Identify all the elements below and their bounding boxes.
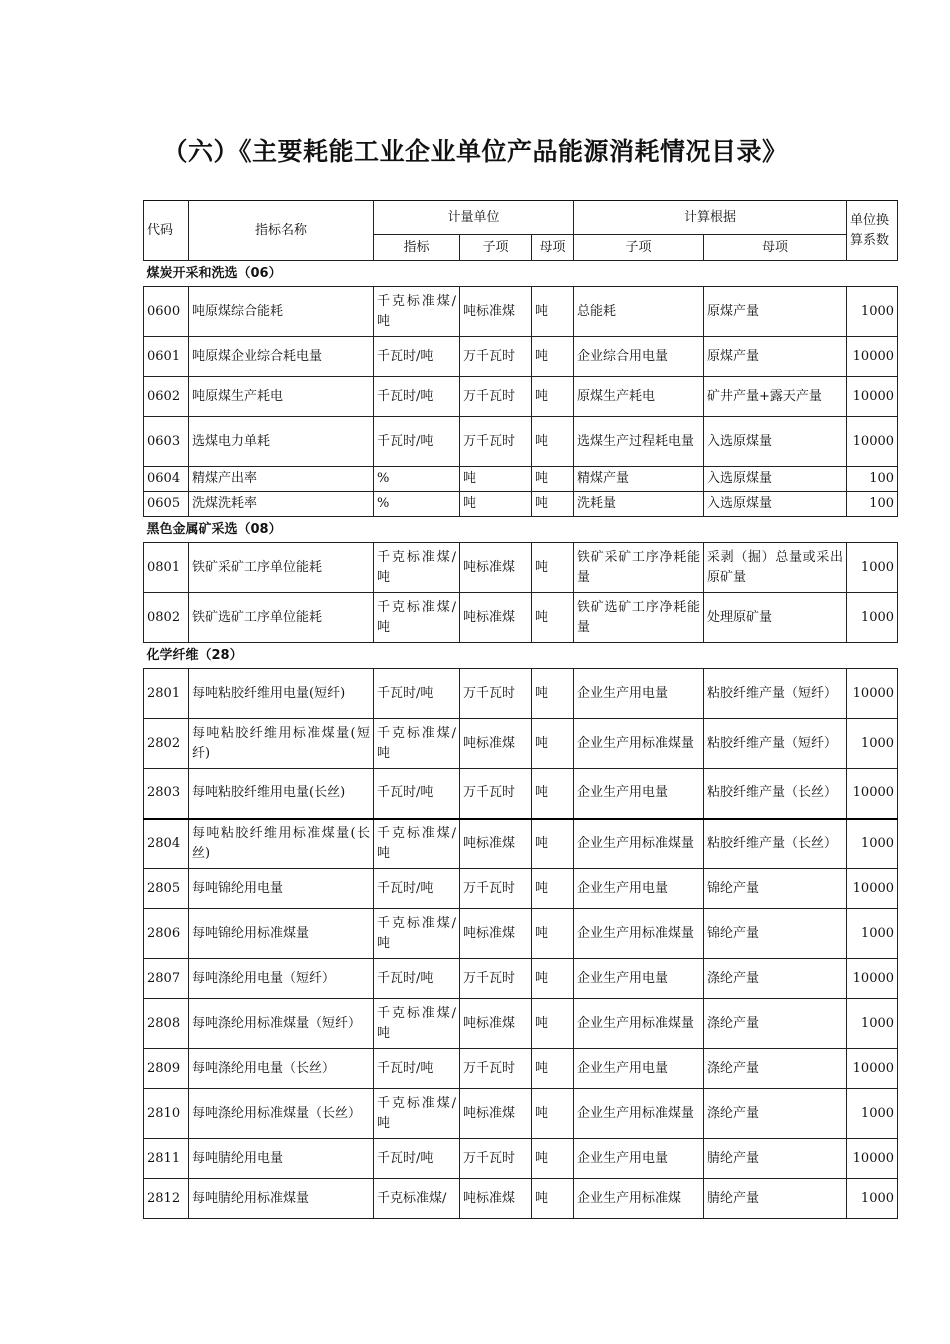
data-calc-sub: 企业生产用标准煤量 [574,999,704,1049]
data-parent-unit: 吨 [532,467,574,492]
data-calc-parent: 锦纶产量 [704,909,847,959]
data-coef: 10000 [847,417,898,467]
data-name-cell: 选煤电力单耗 [189,417,374,467]
section-title: 煤炭开采和洗选（06） [144,261,898,287]
data-coef: 1000 [847,999,898,1049]
data-calc-parent: 处理原矿量 [704,593,847,643]
data-code: 0605 [144,492,189,517]
data-calc-parent: 原煤产量 [704,337,847,377]
data-unit: % [374,492,460,517]
header-coef: 单位换算系数 [847,201,898,261]
data-code: 2811 [144,1139,189,1179]
data-calc-parent: 涤纶产量 [704,999,847,1049]
section-title: 化学纤维（28） [144,643,898,669]
data-name-cell: 铁矿采矿工序单位能耗 [189,543,374,593]
data-sub-unit: 万千瓦时 [460,417,532,467]
data-code: 2803 [144,769,189,819]
data-calc-sub: 企业生产用标准煤量 [574,1089,704,1139]
data-name-cell: 每吨粘胶纤维用标准煤量(短纤) [189,719,374,769]
header-unit-group: 计量单位 [374,201,574,235]
data-unit: 千克标准煤/吨 [374,287,460,337]
data-calc-sub: 选煤生产过程耗电量 [574,417,704,467]
header-name: 指标名称 [189,201,374,261]
data-code: 0801 [144,543,189,593]
data-code: 2807 [144,959,189,999]
data-parent-unit: 吨 [532,719,574,769]
data-calc-sub: 总能耗 [574,287,704,337]
table-row [144,869,898,909]
data-unit: 千克标准煤/吨 [374,1089,460,1139]
data-code: 2808 [144,999,189,1049]
data-parent-unit: 吨 [532,869,574,909]
data-sub-unit: 吨标准煤 [460,909,532,959]
table-row [144,959,898,999]
data-coef: 100 [847,492,898,517]
data-calc-parent: 采剥（掘）总量或采出原矿量 [704,543,847,593]
data-parent-unit: 吨 [532,819,574,869]
data-coef: 1000 [847,819,898,869]
data-parent-unit: 吨 [532,377,574,417]
data-calc-sub: 企业生产用电量 [574,669,704,719]
data-code: 2805 [144,869,189,909]
data-coef: 1000 [847,1089,898,1139]
data-code: 0604 [144,467,189,492]
table-row [144,999,898,1049]
data-name-cell: 每吨腈纶用电量 [189,1139,374,1179]
data-sub-unit: 万千瓦时 [460,869,532,909]
data-sub-unit: 万千瓦时 [460,959,532,999]
table-row [144,1049,898,1089]
data-coef: 1000 [847,1179,898,1219]
data-coef: 10000 [847,377,898,417]
data-name-cell: 每吨粘胶纤维用标准煤量(长丝) [189,819,374,869]
data-calc-sub: 企业生产用标准煤量 [574,719,704,769]
data-name-cell: 吨原煤生产耗电 [189,377,374,417]
data-calc-parent: 粘胶纤维产量（短纤） [704,719,847,769]
data-unit: 千瓦时/吨 [374,337,460,377]
data-sub-unit: 吨 [460,492,532,517]
table-row [144,669,898,719]
data-code: 2810 [144,1089,189,1139]
data-parent-unit: 吨 [532,1089,574,1139]
data-sub-unit: 吨标准煤 [460,287,532,337]
data-sub-unit: 吨标准煤 [460,543,532,593]
data-parent-unit: 吨 [532,417,574,467]
table-row [144,337,898,377]
data-coef: 10000 [847,959,898,999]
data-calc-sub: 铁矿采矿工序净耗能量 [574,543,704,593]
data-name-cell: 精煤产出率 [189,467,374,492]
data-sub-unit: 吨标准煤 [460,593,532,643]
data-unit: 千瓦时/吨 [374,377,460,417]
page-title: （六）《主要耗能工业企业单位产品能源消耗情况目录》 [162,137,788,166]
data-calc-sub: 企业生产用电量 [574,959,704,999]
data-calc-parent: 入选原煤量 [704,492,847,517]
data-calc-parent: 腈纶产量 [704,1139,847,1179]
data-name-cell: 每吨涤纶用电量（长丝） [189,1049,374,1089]
data-unit: 千克标准煤/吨 [374,909,460,959]
data-calc-parent: 涤纶产量 [704,1049,847,1089]
data-calc-parent: 腈纶产量 [704,1179,847,1219]
header-code: 代码 [144,201,189,261]
table-row [144,819,898,869]
data-code: 2802 [144,719,189,769]
data-name-cell: 每吨涤纶用标准煤量（长丝） [189,1089,374,1139]
data-name-cell: 每吨锦纶用电量 [189,869,374,909]
data-coef: 10000 [847,1139,898,1179]
data-unit: 千瓦时/吨 [374,769,460,819]
data-name-cell: 每吨粘胶纤维用电量(长丝) [189,769,374,819]
data-sub-unit: 吨标准煤 [460,819,532,869]
data-name-cell: 吨原煤企业综合耗电量 [189,337,374,377]
data-unit: % [374,467,460,492]
data-name-cell: 每吨锦纶用标准煤量 [189,909,374,959]
data-name-cell: 洗煤洗耗率 [189,492,374,517]
data-coef: 10000 [847,1049,898,1089]
data-coef: 1000 [847,909,898,959]
data-unit: 千克标准煤/吨 [374,543,460,593]
table-row [144,769,898,819]
data-code: 2812 [144,1179,189,1219]
data-unit: 千克标准煤/吨 [374,999,460,1049]
data-calc-parent: 涤纶产量 [704,959,847,999]
data-coef: 10000 [847,769,898,819]
data-coef: 1000 [847,543,898,593]
data-unit: 千瓦时/吨 [374,1139,460,1179]
section-header-row [144,517,898,543]
table-row [144,593,898,643]
data-code: 2806 [144,909,189,959]
data-parent-unit: 吨 [532,337,574,377]
table-row [144,1089,898,1139]
table-row [144,467,898,492]
data-code: 0802 [144,593,189,643]
table-row [144,719,898,769]
table-row [144,1179,898,1219]
data-parent-unit: 吨 [532,769,574,819]
data-unit: 千克标准煤/吨 [374,593,460,643]
data-code: 2804 [144,819,189,869]
data-calc-parent: 粘胶纤维产量（短纤） [704,669,847,719]
data-parent-unit: 吨 [532,1139,574,1179]
data-coef: 1000 [847,719,898,769]
data-name-cell: 每吨涤纶用标准煤量（短纤） [189,999,374,1049]
data-calc-sub: 企业生产用电量 [574,1049,704,1089]
data-parent-unit: 吨 [532,543,574,593]
data-parent-unit: 吨 [532,959,574,999]
table-row [144,417,898,467]
data-calc-sub: 企业生产用电量 [574,769,704,819]
data-calc-parent: 锦纶产量 [704,869,847,909]
data-calc-parent: 原煤产量 [704,287,847,337]
data-sub-unit: 万千瓦时 [460,1049,532,1089]
data-sub-unit: 万千瓦时 [460,769,532,819]
data-unit: 千克标准煤/吨 [374,719,460,769]
data-name-cell: 每吨粘胶纤维用电量(短纤) [189,669,374,719]
section-header-row [144,261,898,287]
data-parent-unit: 吨 [532,1179,574,1219]
data-sub-unit: 万千瓦时 [460,1139,532,1179]
data-calc-sub: 原煤生产耗电 [574,377,704,417]
data-calc-sub: 企业生产用标准煤量 [574,909,704,959]
data-calc-parent: 粘胶纤维产量（长丝） [704,769,847,819]
data-unit: 千瓦时/吨 [374,669,460,719]
data-coef: 1000 [847,287,898,337]
data-coef: 10000 [847,337,898,377]
section-title: 黑色金属矿采选（08） [144,517,898,543]
data-name-cell: 铁矿选矿工序单位能耗 [189,593,374,643]
data-parent-unit: 吨 [532,492,574,517]
data-code: 2801 [144,669,189,719]
data-name-cell: 每吨涤纶用电量（短纤） [189,959,374,999]
table-row [144,543,898,593]
data-calc-parent: 矿井产量+露天产量 [704,377,847,417]
data-calc-sub: 企业综合用电量 [574,337,704,377]
table-row [144,377,898,417]
data-sub-unit: 吨 [460,467,532,492]
energy-consumption-table [143,200,898,1219]
data-coef: 10000 [847,669,898,719]
data-unit: 千克标准煤/吨 [374,819,460,869]
header-calc-parent: 母项 [704,235,847,261]
data-unit: 千瓦时/吨 [374,417,460,467]
data-calc-sub: 精煤产量 [574,467,704,492]
data-sub-unit: 万千瓦时 [460,337,532,377]
data-code: 0603 [144,417,189,467]
header-calc-group: 计算根据 [574,201,847,235]
data-sub-unit: 万千瓦时 [460,377,532,417]
data-parent-unit: 吨 [532,593,574,643]
data-unit: 千克标准煤/ [374,1179,460,1219]
data-sub-unit: 吨标准煤 [460,719,532,769]
data-calc-sub: 洗耗量 [574,492,704,517]
data-parent-unit: 吨 [532,1049,574,1089]
data-sub-unit: 万千瓦时 [460,669,532,719]
data-parent-unit: 吨 [532,999,574,1049]
table-row [144,492,898,517]
data-calc-sub: 铁矿选矿工序净耗能量 [574,593,704,643]
data-code: 0601 [144,337,189,377]
data-calc-parent: 涤纶产量 [704,1089,847,1139]
header-unit-sub: 子项 [460,235,532,261]
data-calc-parent: 粘胶纤维产量（长丝） [704,819,847,869]
table-row [144,909,898,959]
table-row [144,287,898,337]
data-calc-sub: 企业生产用电量 [574,1139,704,1179]
data-sub-unit: 吨标准煤 [460,1089,532,1139]
data-unit: 千瓦时/吨 [374,1049,460,1089]
data-name-cell: 吨原煤综合能耗 [189,287,374,337]
data-code: 0602 [144,377,189,417]
data-calc-parent: 入选原煤量 [704,417,847,467]
data-coef: 1000 [847,593,898,643]
data-sub-unit: 吨标准煤 [460,999,532,1049]
data-calc-parent: 入选原煤量 [704,467,847,492]
data-calc-sub: 企业生产用标准煤 [574,1179,704,1219]
data-parent-unit: 吨 [532,909,574,959]
data-code: 2809 [144,1049,189,1089]
header-calc-sub: 子项 [574,235,704,261]
table-row [144,1139,898,1179]
data-calc-sub: 企业生产用标准煤量 [574,819,704,869]
data-calc-sub: 企业生产用电量 [574,869,704,909]
section-header-row [144,643,898,669]
data-code: 0600 [144,287,189,337]
data-coef: 10000 [847,869,898,909]
data-sub-unit: 吨标准煤 [460,1179,532,1219]
data-coef: 100 [847,467,898,492]
data-parent-unit: 吨 [532,669,574,719]
header-unit-indicator: 指标 [374,235,460,261]
data-name-cell: 每吨腈纶用标准煤量 [189,1179,374,1219]
data-parent-unit: 吨 [532,287,574,337]
data-unit: 千瓦时/吨 [374,869,460,909]
data-unit: 千瓦时/吨 [374,959,460,999]
header-unit-parent: 母项 [532,235,574,261]
